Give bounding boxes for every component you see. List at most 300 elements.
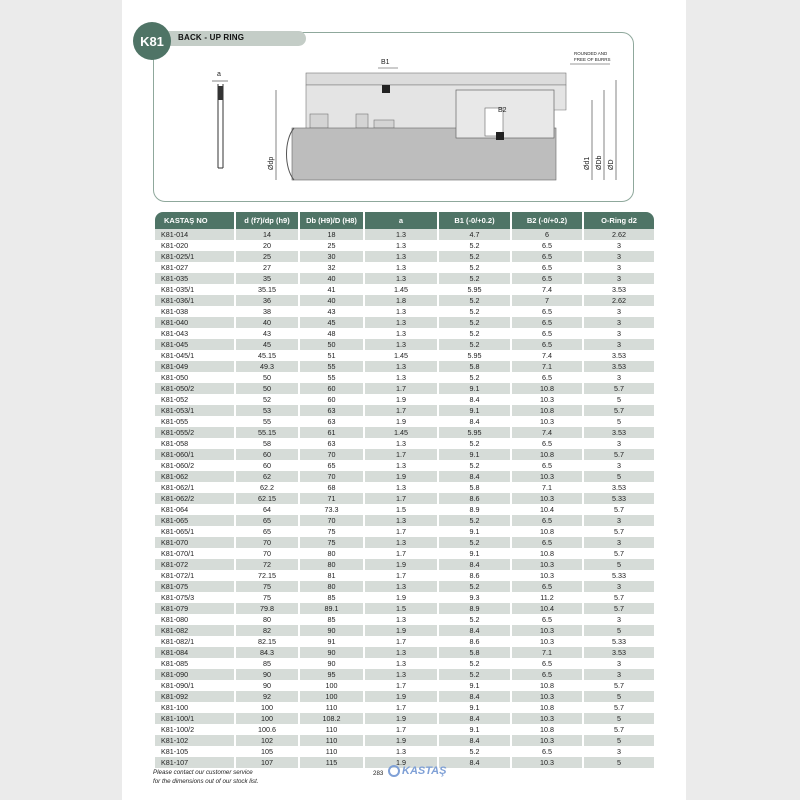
cell-o-ring-d2: 3 <box>584 306 654 317</box>
note-free-of-burrs: FREE OF BURRS <box>574 57 611 62</box>
cell-kastas-no: K81-062/1 <box>155 482 234 493</box>
table-row <box>155 394 654 405</box>
brand-logo <box>388 765 446 777</box>
cell-kastas-no: K81-065/1 <box>155 526 234 537</box>
table-row <box>155 614 654 625</box>
cell-db-d: 50 <box>300 339 363 350</box>
cell-d-dp: 75 <box>236 592 298 603</box>
cell-b2: 6.5 <box>512 317 582 328</box>
gland <box>456 90 554 138</box>
backup-ring-2 <box>496 132 504 140</box>
table-row <box>155 735 654 746</box>
cell-d-dp: 82 <box>236 625 298 636</box>
cell-b2: 7.1 <box>512 482 582 493</box>
cell-d-dp: 82.15 <box>236 636 298 647</box>
cell-a: 1.5 <box>365 504 437 515</box>
cell-d-dp: 36 <box>236 295 298 306</box>
cell-db-d: 115 <box>300 757 363 768</box>
cell-kastas-no: K81-075 <box>155 581 234 592</box>
cell-kastas-no: K81-049 <box>155 361 234 372</box>
cell-b2: 7.4 <box>512 350 582 361</box>
cell-a: 1.9 <box>365 592 437 603</box>
table-row <box>155 724 654 735</box>
cell-d-dp: 62 <box>236 471 298 482</box>
cell-b2: 10.3 <box>512 757 582 768</box>
cell-d-dp: 40 <box>236 317 298 328</box>
cell-b1: 5.2 <box>439 614 510 625</box>
cell-kastas-no: K81-050 <box>155 372 234 383</box>
cell-db-d: 85 <box>300 614 363 625</box>
cell-o-ring-d2: 3 <box>584 240 654 251</box>
housing-top <box>306 73 566 85</box>
note-rounded: ROUNDED AND <box>574 51 608 56</box>
cell-b2: 7.4 <box>512 427 582 438</box>
cell-a: 1.3 <box>365 460 437 471</box>
cell-d-dp: 62.2 <box>236 482 298 493</box>
cell-o-ring-d2: 3.53 <box>584 350 654 361</box>
cell-db-d: 89.1 <box>300 603 363 614</box>
table-row <box>155 383 654 394</box>
cell-db-d: 25 <box>300 240 363 251</box>
cell-d-dp: 45 <box>236 339 298 350</box>
cell-d-dp: 52 <box>236 394 298 405</box>
table-row <box>155 240 654 251</box>
cell-o-ring-d2: 5.7 <box>584 526 654 537</box>
table-row <box>155 482 654 493</box>
table-row <box>155 317 654 328</box>
cell-b1: 5.2 <box>439 240 510 251</box>
header-b1: B1 (-0/+0.2) <box>439 212 510 229</box>
cell-d-dp: 72.15 <box>236 570 298 581</box>
cell-db-d: 70 <box>300 471 363 482</box>
cell-d-dp: 58 <box>236 438 298 449</box>
piston-rib <box>374 120 394 128</box>
cell-kastas-no: K81-040 <box>155 317 234 328</box>
cell-db-d: 75 <box>300 526 363 537</box>
cell-d-dp: 75 <box>236 581 298 592</box>
cell-b1: 8.4 <box>439 757 510 768</box>
cell-kastas-no: K81-072/1 <box>155 570 234 581</box>
cell-a: 1.8 <box>365 295 437 306</box>
cell-a: 1.9 <box>365 416 437 427</box>
cell-db-d: 95 <box>300 669 363 680</box>
table-row <box>155 427 654 438</box>
cell-b2: 6.5 <box>512 306 582 317</box>
footer-note-line-1: Please contact our customer service <box>153 769 253 776</box>
table-row <box>155 306 654 317</box>
cell-kastas-no: K81-107 <box>155 757 234 768</box>
cell-a: 1.9 <box>365 471 437 482</box>
cell-a: 1.3 <box>365 317 437 328</box>
cell-d-dp: 27 <box>236 262 298 273</box>
footer-note <box>153 768 259 786</box>
cell-a: 1.7 <box>365 680 437 691</box>
cell-b1: 5.2 <box>439 317 510 328</box>
cell-o-ring-d2: 5.7 <box>584 592 654 603</box>
cell-d-dp: 79.8 <box>236 603 298 614</box>
cell-b2: 6.5 <box>512 328 582 339</box>
cell-o-ring-d2: 3 <box>584 372 654 383</box>
cell-o-ring-d2: 5.7 <box>584 548 654 559</box>
cell-b2: 6.5 <box>512 273 582 284</box>
product-title: BACK - UP RING <box>178 33 245 42</box>
cell-o-ring-d2: 5 <box>584 394 654 405</box>
page-number: 283 <box>373 770 384 777</box>
cell-o-ring-d2: 5 <box>584 625 654 636</box>
table-row <box>155 746 654 757</box>
table-row <box>155 449 654 460</box>
cell-b1: 8.4 <box>439 735 510 746</box>
table-row <box>155 669 654 680</box>
table-row <box>155 691 654 702</box>
table-row <box>155 273 654 284</box>
cell-b2: 10.8 <box>512 449 582 460</box>
cell-b1: 8.6 <box>439 636 510 647</box>
cell-b1: 5.2 <box>439 460 510 471</box>
cell-b1: 4.7 <box>439 229 510 240</box>
cell-db-d: 110 <box>300 724 363 735</box>
cell-a: 1.3 <box>365 647 437 658</box>
cell-kastas-no: K81-043 <box>155 328 234 339</box>
cell-db-d: 63 <box>300 438 363 449</box>
cell-d-dp: 35.15 <box>236 284 298 295</box>
cell-b1: 5.2 <box>439 306 510 317</box>
table-row <box>155 658 654 669</box>
table-row <box>155 405 654 416</box>
cell-o-ring-d2: 5 <box>584 471 654 482</box>
cell-kastas-no: K81-062/2 <box>155 493 234 504</box>
cell-d-dp: 84.3 <box>236 647 298 658</box>
cell-db-d: 73.3 <box>300 504 363 515</box>
cell-d-dp: 92 <box>236 691 298 702</box>
cell-db-d: 110 <box>300 746 363 757</box>
cell-d-dp: 65 <box>236 515 298 526</box>
cell-b1: 8.9 <box>439 504 510 515</box>
cell-b1: 8.4 <box>439 559 510 570</box>
cell-b1: 8.4 <box>439 625 510 636</box>
cell-o-ring-d2: 3.53 <box>584 647 654 658</box>
cell-d-dp: 35 <box>236 273 298 284</box>
cell-a: 1.3 <box>365 240 437 251</box>
cell-a: 1.3 <box>365 372 437 383</box>
cell-b2: 6.5 <box>512 262 582 273</box>
cell-kastas-no: K81-014 <box>155 229 234 240</box>
cell-o-ring-d2: 5.7 <box>584 702 654 713</box>
cell-o-ring-d2: 5.33 <box>584 636 654 647</box>
cell-b1: 9.1 <box>439 548 510 559</box>
cell-b2: 6.5 <box>512 515 582 526</box>
cell-kastas-no: K81-085 <box>155 658 234 669</box>
cell-b1: 8.4 <box>439 471 510 482</box>
cell-db-d: 75 <box>300 537 363 548</box>
title-bar <box>160 31 306 46</box>
table-row <box>155 647 654 658</box>
cell-kastas-no: K81-090/1 <box>155 680 234 691</box>
cell-d-dp: 60 <box>236 460 298 471</box>
label-b1: B1 <box>381 59 390 66</box>
table-row <box>155 592 654 603</box>
cell-a: 1.7 <box>365 570 437 581</box>
label-d1: Ød1 <box>584 156 591 170</box>
cell-d-dp: 107 <box>236 757 298 768</box>
cell-db-d: 80 <box>300 548 363 559</box>
cell-b1: 5.2 <box>439 328 510 339</box>
cell-o-ring-d2: 5.33 <box>584 570 654 581</box>
cell-db-d: 55 <box>300 361 363 372</box>
header-o-ring-d2: O-Ring d2 <box>584 212 654 229</box>
table-row <box>155 559 654 570</box>
cell-d-dp: 65 <box>236 526 298 537</box>
cell-b2: 10.3 <box>512 625 582 636</box>
cell-a: 1.7 <box>365 405 437 416</box>
cell-b2: 10.8 <box>512 724 582 735</box>
cell-kastas-no: K81-050/2 <box>155 383 234 394</box>
cell-o-ring-d2: 3.53 <box>584 284 654 295</box>
cell-b2: 6.5 <box>512 251 582 262</box>
cell-a: 1.5 <box>365 603 437 614</box>
cell-b2: 7.4 <box>512 284 582 295</box>
cell-kastas-no: K81-082/1 <box>155 636 234 647</box>
cell-db-d: 60 <box>300 394 363 405</box>
cell-b2: 10.3 <box>512 735 582 746</box>
technical-drawing <box>160 50 630 195</box>
cell-a: 1.45 <box>365 284 437 295</box>
cell-b2: 6.5 <box>512 240 582 251</box>
brand-name: KASTAŞ <box>402 765 447 777</box>
cell-d-dp: 100.6 <box>236 724 298 735</box>
cell-kastas-no: K81-082 <box>155 625 234 636</box>
cell-a: 1.45 <box>365 427 437 438</box>
header-db-d: Db (H9)/D (H8) <box>300 212 363 229</box>
cell-d-dp: 53 <box>236 405 298 416</box>
cell-b2: 7.1 <box>512 361 582 372</box>
cell-b2: 10.3 <box>512 416 582 427</box>
cell-kastas-no: K81-075/3 <box>155 592 234 603</box>
cell-kastas-no: K81-100 <box>155 702 234 713</box>
cell-d-dp: 49.3 <box>236 361 298 372</box>
cell-b2: 10.8 <box>512 548 582 559</box>
cell-db-d: 80 <box>300 581 363 592</box>
cell-o-ring-d2: 5.7 <box>584 603 654 614</box>
cell-b2: 6.5 <box>512 658 582 669</box>
label-dp: Ødp <box>268 156 275 170</box>
cell-o-ring-d2: 3 <box>584 328 654 339</box>
table-header-row <box>155 212 654 229</box>
cell-kastas-no: K81-100/1 <box>155 713 234 724</box>
cell-kastas-no: K81-072 <box>155 559 234 570</box>
cell-o-ring-d2: 3 <box>584 658 654 669</box>
cell-a: 1.7 <box>365 493 437 504</box>
cell-o-ring-d2: 5 <box>584 691 654 702</box>
cell-b2: 11.2 <box>512 592 582 603</box>
cell-kastas-no: K81-062 <box>155 471 234 482</box>
cell-db-d: 91 <box>300 636 363 647</box>
cell-kastas-no: K81-038 <box>155 306 234 317</box>
cell-a: 1.7 <box>365 548 437 559</box>
cell-d-dp: 85 <box>236 658 298 669</box>
cell-d-dp: 50 <box>236 383 298 394</box>
cell-o-ring-d2: 3 <box>584 746 654 757</box>
cell-db-d: 18 <box>300 229 363 240</box>
cell-o-ring-d2: 3 <box>584 537 654 548</box>
cell-b2: 6.5 <box>512 438 582 449</box>
cell-o-ring-d2: 5.7 <box>584 504 654 515</box>
table-row <box>155 548 654 559</box>
cell-kastas-no: K81-079 <box>155 603 234 614</box>
cell-kastas-no: K81-100/2 <box>155 724 234 735</box>
cell-o-ring-d2: 3 <box>584 460 654 471</box>
cell-b1: 5.2 <box>439 658 510 669</box>
cell-b1: 8.6 <box>439 570 510 581</box>
cell-db-d: 90 <box>300 647 363 658</box>
cell-a: 1.3 <box>365 746 437 757</box>
cell-b1: 5.8 <box>439 647 510 658</box>
cell-b1: 8.4 <box>439 713 510 724</box>
cell-d-dp: 64 <box>236 504 298 515</box>
table-row <box>155 625 654 636</box>
cell-b2: 10.3 <box>512 394 582 405</box>
cell-b1: 5.8 <box>439 361 510 372</box>
cell-o-ring-d2: 5 <box>584 713 654 724</box>
cell-kastas-no: K81-058 <box>155 438 234 449</box>
cell-d-dp: 102 <box>236 735 298 746</box>
cell-b2: 10.3 <box>512 636 582 647</box>
cell-a: 1.45 <box>365 350 437 361</box>
cell-b1: 9.1 <box>439 724 510 735</box>
cell-a: 1.7 <box>365 383 437 394</box>
cell-db-d: 60 <box>300 383 363 394</box>
cell-kastas-no: K81-092 <box>155 691 234 702</box>
cell-d-dp: 90 <box>236 669 298 680</box>
cell-o-ring-d2: 3.53 <box>584 482 654 493</box>
cell-kastas-no: K81-065 <box>155 515 234 526</box>
cell-db-d: 48 <box>300 328 363 339</box>
cell-a: 1.3 <box>365 515 437 526</box>
cell-a: 1.9 <box>365 713 437 724</box>
table-row <box>155 438 654 449</box>
cell-d-dp: 50 <box>236 372 298 383</box>
cell-o-ring-d2: 3.53 <box>584 361 654 372</box>
cell-b2: 10.3 <box>512 559 582 570</box>
cell-db-d: 110 <box>300 735 363 746</box>
table-row <box>155 493 654 504</box>
cell-b2: 7 <box>512 295 582 306</box>
cell-a: 1.3 <box>365 614 437 625</box>
cell-b1: 9.1 <box>439 405 510 416</box>
cell-a: 1.3 <box>365 438 437 449</box>
table-row <box>155 702 654 713</box>
table-row <box>155 570 654 581</box>
cell-b1: 5.95 <box>439 427 510 438</box>
label-d: ØD <box>608 159 615 170</box>
cell-b1: 5.2 <box>439 515 510 526</box>
cell-b1: 8.4 <box>439 691 510 702</box>
header-b2: B2 (-0/+0.2) <box>512 212 582 229</box>
cell-kastas-no: K81-090 <box>155 669 234 680</box>
table-row <box>155 537 654 548</box>
cell-d-dp: 105 <box>236 746 298 757</box>
cell-db-d: 90 <box>300 625 363 636</box>
cell-b2: 6.5 <box>512 746 582 757</box>
cell-b1: 9.1 <box>439 680 510 691</box>
product-code-badge: K81 <box>133 22 171 60</box>
cell-a: 1.3 <box>365 328 437 339</box>
cell-b2: 6.5 <box>512 614 582 625</box>
cell-b2: 10.3 <box>512 493 582 504</box>
cell-b1: 9.1 <box>439 383 510 394</box>
cell-db-d: 30 <box>300 251 363 262</box>
cell-b2: 10.3 <box>512 713 582 724</box>
cell-o-ring-d2: 5.7 <box>584 383 654 394</box>
cell-b1: 5.2 <box>439 746 510 757</box>
cell-b1: 8.4 <box>439 416 510 427</box>
table-row <box>155 416 654 427</box>
cell-db-d: 55 <box>300 372 363 383</box>
table-row <box>155 328 654 339</box>
cell-db-d: 32 <box>300 262 363 273</box>
cell-b2: 6.5 <box>512 460 582 471</box>
header-kastas-no: KASTAŞ NO <box>155 212 234 229</box>
cell-kastas-no: K81-045 <box>155 339 234 350</box>
cell-a: 1.3 <box>365 658 437 669</box>
cell-o-ring-d2: 5.33 <box>584 493 654 504</box>
cell-d-dp: 90 <box>236 680 298 691</box>
table-row <box>155 636 654 647</box>
table-row <box>155 295 654 306</box>
cell-a: 1.7 <box>365 526 437 537</box>
cell-a: 1.3 <box>365 361 437 372</box>
cell-d-dp: 100 <box>236 702 298 713</box>
cell-b2: 10.4 <box>512 504 582 515</box>
cell-db-d: 63 <box>300 405 363 416</box>
cell-a: 1.3 <box>365 537 437 548</box>
cell-kastas-no: K81-020 <box>155 240 234 251</box>
footer-note-line-2: for the dimensions out of our stock list. <box>153 778 259 785</box>
cell-b1: 5.8 <box>439 482 510 493</box>
cell-d-dp: 55.15 <box>236 427 298 438</box>
cell-b2: 10.8 <box>512 702 582 713</box>
label-b2: B2 <box>498 107 507 114</box>
cell-b1: 5.2 <box>439 372 510 383</box>
cell-b1: 9.3 <box>439 592 510 603</box>
table-row <box>155 603 654 614</box>
cell-a: 1.9 <box>365 735 437 746</box>
cell-db-d: 100 <box>300 691 363 702</box>
cell-o-ring-d2: 5.7 <box>584 449 654 460</box>
cell-kastas-no: K81-055/2 <box>155 427 234 438</box>
cell-b1: 5.2 <box>439 581 510 592</box>
cell-db-d: 63 <box>300 416 363 427</box>
table-row <box>155 471 654 482</box>
cell-db-d: 80 <box>300 559 363 570</box>
table-row <box>155 229 654 240</box>
cell-kastas-no: K81-105 <box>155 746 234 757</box>
table-body <box>155 229 654 768</box>
cell-d-dp: 25 <box>236 251 298 262</box>
cell-db-d: 51 <box>300 350 363 361</box>
cell-a: 1.3 <box>365 581 437 592</box>
cell-a: 1.9 <box>365 559 437 570</box>
cell-b1: 5.2 <box>439 537 510 548</box>
cell-db-d: 45 <box>300 317 363 328</box>
cell-db-d: 65 <box>300 460 363 471</box>
cell-b1: 8.9 <box>439 603 510 614</box>
cell-b1: 5.2 <box>439 295 510 306</box>
table-row <box>155 284 654 295</box>
cell-b2: 6.5 <box>512 669 582 680</box>
cell-o-ring-d2: 3 <box>584 614 654 625</box>
cell-b1: 8.4 <box>439 394 510 405</box>
